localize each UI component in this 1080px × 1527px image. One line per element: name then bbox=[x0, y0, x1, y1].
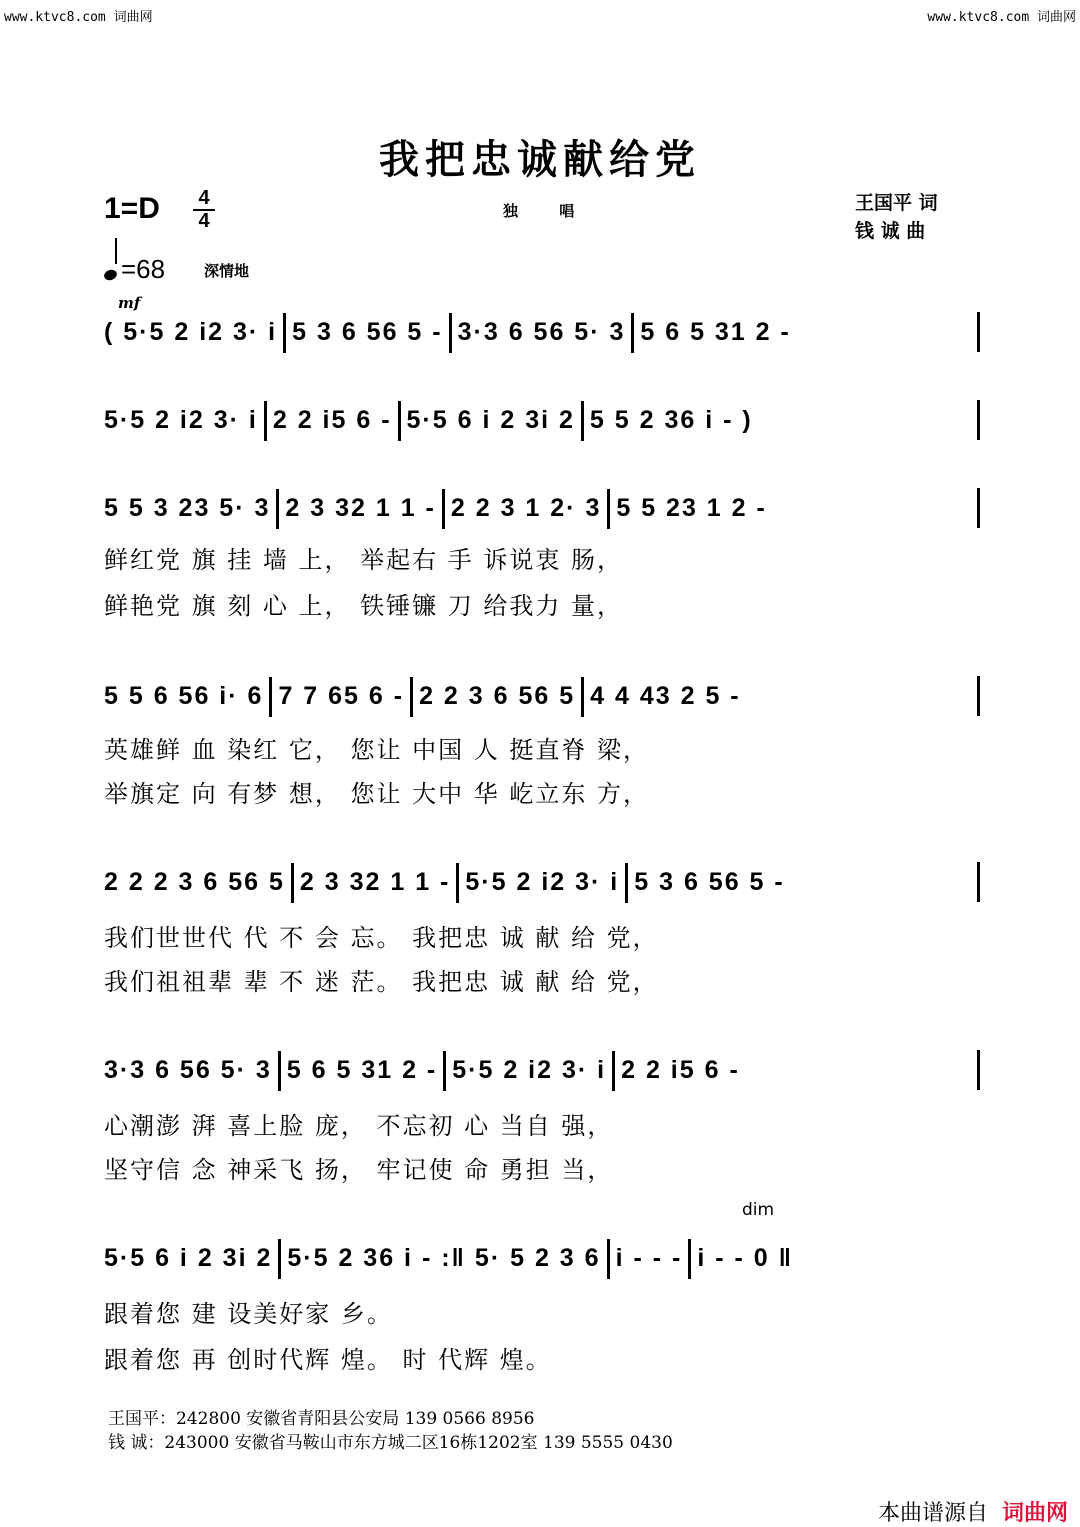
bar-line bbox=[581, 677, 584, 717]
bar-line bbox=[291, 863, 294, 903]
bar-line bbox=[278, 1051, 281, 1091]
staff-notes: 5·5 6 i 2 3i 2 5·5 2 36 i - :‖ 5· 5 2 3 6 i - - - i - - 0 ‖ bbox=[104, 1228, 793, 1288]
bar-line bbox=[278, 1239, 281, 1279]
lyric-verse-1: 我们世世代 代 不 会 忘。 我把忠 诚 献 给 党， bbox=[104, 924, 659, 952]
expression-marking: 深情地 bbox=[204, 262, 250, 280]
contact-lyricist: 王国平：242800 安徽省青阳县公安局 139 0566 8956 bbox=[108, 1409, 535, 1429]
time-top: 4 bbox=[198, 187, 210, 209]
tempo-marking bbox=[104, 252, 165, 285]
contact-composer: 钱 诚：243000 安徽省马鞍山市东方城二区16栋1202室 139 5555 0430 bbox=[108, 1433, 673, 1453]
tempo-value: =68 bbox=[121, 254, 166, 284]
footer-source-text: 本曲谱源自 bbox=[877, 1501, 988, 1526]
song-title: 我把忠诚献给党 bbox=[379, 136, 701, 183]
staff-line bbox=[104, 390, 980, 450]
bar-line bbox=[688, 1239, 691, 1279]
bar-line bbox=[276, 489, 279, 529]
staff-notes: 5 5 6 56 i· 6 7 7 65 6 - 2 2 3 6 56 5 4 4 43 2 5 - bbox=[104, 666, 741, 726]
staff-line bbox=[104, 302, 980, 362]
bar-line bbox=[631, 313, 634, 353]
bar-line bbox=[442, 489, 445, 529]
lyric-verse-1: 鲜红党 旗 挂 墙 上， 举起右 手 诉说衷 肠， bbox=[104, 546, 624, 574]
staff-notes: ( 5·5 2 i2 3· i 5 3 6 56 5 - 3·3 6 56 5· 3 5 6 5 31 2 - bbox=[104, 302, 791, 362]
bar-line bbox=[410, 677, 413, 717]
quarter-note-icon bbox=[103, 268, 119, 282]
bar-line bbox=[612, 1051, 615, 1091]
bar-line bbox=[398, 401, 401, 441]
key-signature: 1=D bbox=[104, 192, 160, 225]
bar-line bbox=[581, 401, 584, 441]
bar-line bbox=[449, 313, 452, 353]
staff-line bbox=[104, 666, 980, 726]
site-header-right: www.ktvc8.com 词曲网 bbox=[927, 10, 1076, 25]
lyric-verse-1: 心潮澎 湃 喜上脸 庞， 不忘初 心 当自 强， bbox=[104, 1112, 614, 1140]
staff-line bbox=[104, 478, 980, 538]
staff-notes: 3·3 6 56 5· 3 5 6 5 31 2 - 5·5 2 i2 3· i 2 2 i5 6 - bbox=[104, 1040, 740, 1100]
bar-line bbox=[443, 1051, 446, 1091]
time-bottom: 4 bbox=[198, 210, 210, 232]
source-footer bbox=[878, 1496, 1068, 1527]
staff-line bbox=[104, 852, 980, 912]
dynamic-marking: mf bbox=[118, 294, 141, 312]
lyric-verse-1: 英雄鲜 血 染红 它， 您让 中国 人 挺直脊 梁， bbox=[104, 736, 650, 764]
footer-brand-link[interactable]: 词曲网 bbox=[1001, 1501, 1068, 1526]
staff-notes: 5·5 2 i2 3· i 2 2 i5 6 - 5·5 6 i 2 3i 2 5 5 2 36 i - ) bbox=[104, 390, 753, 450]
bar-line bbox=[607, 1239, 610, 1279]
lyric-verse-2: 鲜艳党 旗 刻 心 上， 铁锤镰 刀 给我力 量， bbox=[104, 592, 624, 620]
lyric-verse-2: 我们祖祖辈 辈 不 迷 茫。 我把忠 诚 献 给 党， bbox=[104, 968, 659, 996]
staff-notes: 5 5 3 23 5· 3 2 3 32 1 1 - 2 2 3 1 2· 3 5 5 23 1 2 - bbox=[104, 478, 767, 538]
site-header-left: www.ktvc8.com 词曲网 bbox=[4, 10, 153, 25]
composer-credit: 钱 诚 曲 bbox=[855, 220, 926, 242]
time-signature bbox=[193, 188, 215, 232]
lyricist-credit: 王国平 词 bbox=[855, 192, 938, 214]
bar-line bbox=[283, 313, 286, 353]
staff-notes: 2 2 2 3 6 56 5 2 3 32 1 1 - 5·5 2 i2 3· i 5 3 6 56 5 - bbox=[104, 852, 785, 912]
staff-line bbox=[104, 1228, 980, 1288]
lyric-verse-2: 举旗定 向 有梦 想， 您让 大中 华 屹立东 方， bbox=[104, 780, 650, 808]
bar-line bbox=[607, 489, 610, 529]
staff-line bbox=[104, 1040, 980, 1100]
lyric-verse-2: 跟着您 再 创时代辉 煌。 时 代辉 煌。 bbox=[104, 1346, 552, 1374]
bar-line bbox=[456, 863, 459, 903]
bar-line bbox=[264, 401, 267, 441]
dim-marking: dim bbox=[742, 1200, 775, 1220]
bar-line bbox=[269, 677, 272, 717]
performance-mode: 独 唱 bbox=[503, 202, 593, 220]
bar-line bbox=[625, 863, 628, 903]
lyric-verse-1: 跟着您 建 设美好家 乡。 bbox=[104, 1300, 393, 1328]
lyric-verse-2: 坚守信 念 神采飞 扬， 牢记使 命 勇担 当， bbox=[104, 1156, 614, 1184]
